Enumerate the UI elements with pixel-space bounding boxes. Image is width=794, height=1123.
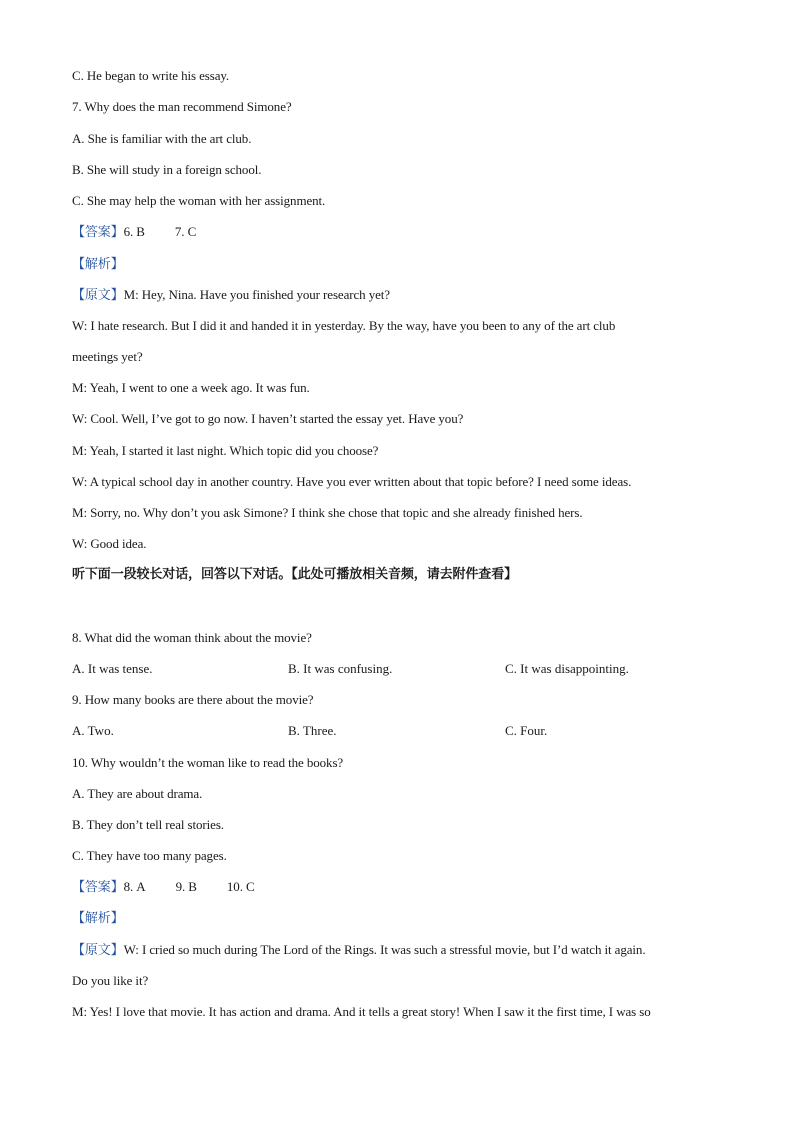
answer-item: 9. B xyxy=(175,879,197,894)
q10-question: 10. Why wouldn’t the woman like to read the books? xyxy=(72,755,344,770)
analysis-tag: 【解析】 xyxy=(72,257,124,272)
transcript-line xyxy=(72,287,390,304)
answer-line-2 xyxy=(72,879,255,896)
transcript-line xyxy=(72,942,645,959)
transcript-line: W: Cool. Well, I’ve got to go now. I haven’t started the essay yet. Have you? xyxy=(72,411,464,426)
q10-option-a: A. They are about drama. xyxy=(72,786,203,801)
transcript-tag: 【原文】 xyxy=(72,288,124,303)
transcript-line: W: I hate research. But I did it and handed it in yesterday. By the way, have you been to any of the art club xyxy=(72,318,616,333)
section-heading: 听下面一段较长对话，回答以下对话。【此处可播放相关音频，请去附件查看】 xyxy=(72,567,518,582)
q10-option-c: C. They have too many pages. xyxy=(72,848,227,863)
q10-option-b: B. They don’t tell real stories. xyxy=(72,817,224,832)
transcript-line: M: Yeah, I started it last night. Which topic did you choose? xyxy=(72,443,379,458)
analysis-tag-1 xyxy=(72,256,124,273)
q8-option-a: A. It was tense. xyxy=(72,661,153,676)
q8-option-b: B. It was confusing. xyxy=(288,661,393,676)
transcript-line: W: Good idea. xyxy=(72,536,147,551)
answer-item: 7. C xyxy=(174,224,197,239)
q7-option-c: C. She may help the woman with her assignment. xyxy=(72,193,326,208)
q8-question: 8. What did the woman think about the movie? xyxy=(72,630,312,645)
transcript-line: M: Sorry, no. Why don’t you ask Simone? I think she chose that topic and she already finished hers. xyxy=(72,505,583,520)
transcript-line: meetings yet? xyxy=(72,349,143,364)
q9-option-a: A. Two. xyxy=(72,723,114,738)
transcript-line: M: Yes! I love that movie. It has action and drama. And it tells a great story! When I saw it the first time, I was so xyxy=(72,1004,651,1019)
analysis-tag-2 xyxy=(72,910,124,927)
q7-option-a: A. She is familiar with the art club. xyxy=(72,131,252,146)
q6-option-c: C. He began to write his essay. xyxy=(72,68,230,83)
transcript-text: M: Hey, Nina. Have you finished your research yet? xyxy=(123,287,390,302)
q9-option-c: C. Four. xyxy=(505,723,548,738)
transcript-text: W: I cried so much during The Lord of the Rings. It was such a stressful movie, but I’d watch it again. xyxy=(123,942,646,957)
q7-question: 7. Why does the man recommend Simone? xyxy=(72,99,292,114)
answer-item: 6. B xyxy=(123,224,145,239)
analysis-tag: 【解析】 xyxy=(72,911,124,926)
answer-item: 10. C xyxy=(226,879,255,894)
q9-option-b: B. Three. xyxy=(288,723,337,738)
transcript-line: W: A typical school day in another country. Have you ever written about that topic before? I need some ideas. xyxy=(72,474,632,489)
answer-line-1 xyxy=(72,224,196,241)
answer-item: 8. A xyxy=(123,879,146,894)
transcript-line: M: Yeah, I went to one a week ago. It was fun. xyxy=(72,380,310,395)
answer-tag: 【答案】 xyxy=(72,880,124,895)
q8-option-c: C. It was disappointing. xyxy=(505,661,629,676)
transcript-tag: 【原文】 xyxy=(72,943,124,958)
q7-option-b: B. She will study in a foreign school. xyxy=(72,162,262,177)
transcript-line: Do you like it? xyxy=(72,973,149,988)
q9-question: 9. How many books are there about the movie? xyxy=(72,692,314,707)
answer-tag: 【答案】 xyxy=(72,225,124,240)
